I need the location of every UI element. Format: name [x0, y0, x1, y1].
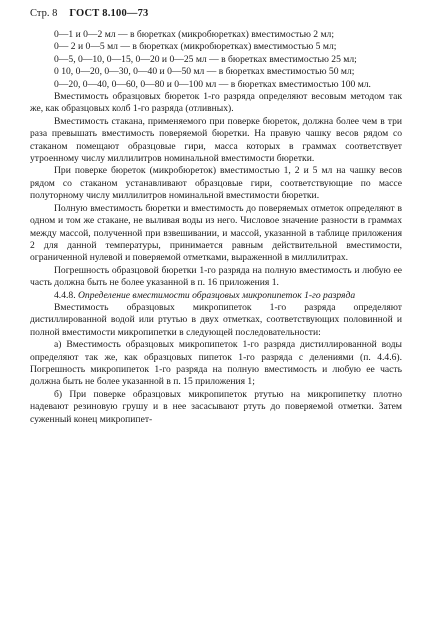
range-line-100ml: 0—20, 0—40, 0—60, 0—80 и 0—100 мл — в бюретках вместимостью 100 мл.: [54, 78, 371, 90]
standard-code: ГОСТ 8.100—73: [69, 8, 149, 19]
paragraph-error-limit: Погрешность образцовой бюретки 1-го разряда на полную вместимость и любую ее часть должна быть не более указанной в п. 16 приложения 1.: [30, 264, 402, 289]
paragraph-full-capacity: Полную вместимость бюретки и вместимость до поверяемых отметок определяют в одном и том же стакане, не выливая воды из него. Числовое значение разности в граммах между массой, полученной при взвешивании, и массой, указанной в таблице приложения 2 для данной температуры, принимается равным действительной вместимости, ограниченной нулевой и поверяемой отметками, выраженной в миллилитрах.: [30, 202, 402, 264]
paragraph-microburettes: При поверке бюреток (микробюреток) вместимостью 1, 2 и 5 мл на чашку весов рядом со стаканом устанавливают образцовые гири, соответствующие по массе полуторному числу миллилитров номинальной вместимости бюретки.: [30, 165, 402, 202]
paragraph-beaker-capacity: Вместимость стакана, применяемого при поверке бюреток, должна более чем в три раза превышать вместимость поверяемой бюретки. На правую чашку весов рядом со стаканом помещают образцовые гири, масса которых в граммах соответствует утроенному числу миллилитров номинальной вместимости бюретки.: [30, 115, 402, 165]
paragraph-item-a: а) Вместимость образцовых микропипеток 1-го разряда дистиллированной воды определяют так же, как образцовых пипеток 1-го разряда с делениями (п. 4.4.6). Погрешность микропипеток 1-го разряда на полную вместимость и любую ее часть должна быть не более указанной в п. 15 приложения 1;: [30, 339, 402, 388]
section-number: 4.4.8.: [54, 289, 76, 301]
range-line-50ml: 0 10, 0—20, 0—30, 0—40 и 0—50 мл — в бюретках вместимостью 50 мл;: [54, 66, 355, 78]
page-number: Стр. 8: [30, 8, 58, 19]
paragraph-item-b: б) При поверке образцовых микропипеток ртутью на микропипетку плотно надевают резиновую грушу и в нее засасывают ртуть до поверяемой отметки. Затем суженный конец микропипет-: [30, 388, 402, 425]
document-page: [30, 8, 402, 426]
range-line-2ml: 0—1 и 0—2 мл — в бюретках (микробюретках) вместимостью 2 мл;: [54, 29, 334, 40]
range-line-5ml: 0— 2 и 0—5 мл — в бюретках (микробюретках) вместимостью 5 мл;: [54, 41, 337, 53]
section-heading: [30, 290, 402, 302]
paragraph-micropipettes: Вместимость образцовых микропипеток 1-го разряда определяют дистиллированной водой или ртутью в двух отметках, соответствующих половинной и полной вместимости микропипетки в следующей последовательности:: [30, 301, 402, 338]
paragraph-weighing-method: Вместимость образцовых бюреток 1-го разряда определяют весовым методом так же, как образцовых колб 1-го разряда (отливных).: [30, 91, 402, 115]
page-header: [30, 8, 402, 19]
section-title: Определение вместимости образцовых микропипеток 1-го разряда: [78, 289, 356, 301]
range-line-25ml: 0—5, 0—10, 0—15, 0—20 и 0—25 мл — в бюретках вместимостью 25 мл;: [54, 53, 357, 65]
